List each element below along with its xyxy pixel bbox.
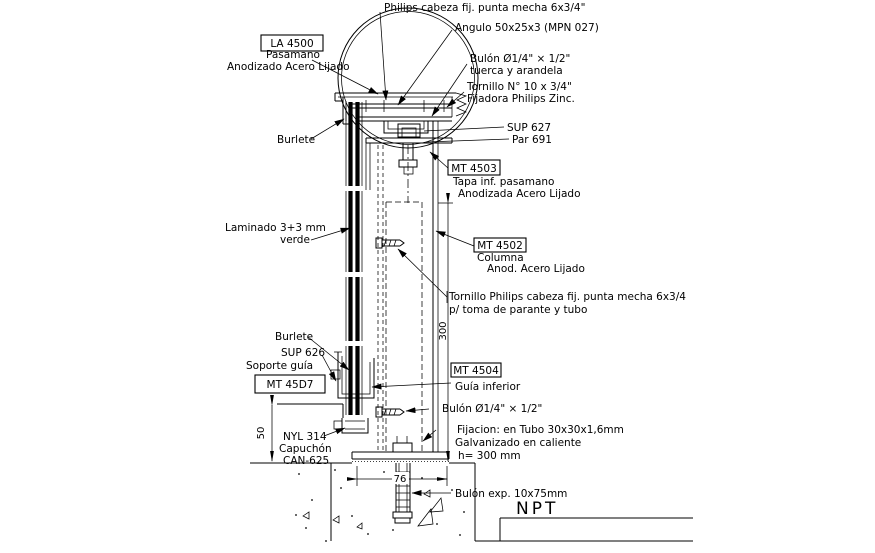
label-capuchon: Capuchón — [279, 443, 332, 455]
dim-text-300: 300 — [438, 321, 449, 341]
label-angulo: Angulo 50x25x3 (MPN 027) — [455, 22, 599, 34]
label-tornillo-mid-1: Tornillo Philips cabeza fij. punta mecha 6x3/4 — [449, 291, 686, 303]
label-fijacion-2: Galvanizado en caliente — [455, 437, 582, 449]
screw-upper — [376, 238, 404, 248]
label-pasamano-2: Anodizado Acero Lijado — [227, 61, 350, 73]
label-tapa-2: Anodizada Acero Lijado — [458, 188, 581, 200]
label-npt: NPT — [516, 499, 559, 519]
label-columna-1: Columna — [477, 252, 524, 264]
label-nyl314: NYL 314 — [283, 431, 327, 443]
screw-lower — [376, 407, 404, 417]
label-pasamano-1: Pasamano — [266, 49, 320, 61]
label-philips-top: Philips cabeza fij. punta mecha 6x3/4" — [384, 2, 586, 14]
label-tapa-1: Tapa inf. pasamano — [453, 176, 555, 188]
label-can625: CAN-625 — [283, 455, 330, 467]
label-columna-2: Anod. Acero Lijado — [487, 263, 585, 275]
label-mt45d7: MT 45D7 — [266, 379, 314, 391]
label-burlete-upper: Burlete — [277, 134, 316, 146]
label-soporte-guia: Soporte guía — [246, 360, 314, 372]
npt-floor-step — [475, 463, 693, 541]
label-laminado-1: Laminado 3+3 mm — [225, 222, 326, 234]
label-mt4502: MT 4502 — [477, 240, 523, 252]
label-bulon-exp: Bulón exp. 10x75mm — [455, 488, 568, 500]
label-burlete-lower: Burlete — [275, 331, 314, 343]
label-mt4503: MT 4503 — [451, 163, 497, 175]
glass-panel — [346, 102, 362, 415]
label-tornillo-top-1: Tornillo N° 10 x 3/4" — [467, 81, 572, 93]
dim-text-76: 76 — [393, 474, 407, 485]
label-bulon-mid: Bulón Ø1/4" × 1/2" — [442, 403, 543, 415]
concrete-texture — [295, 469, 465, 542]
base-plate — [352, 436, 449, 462]
label-la4500: LA 4500 — [270, 38, 314, 50]
label-par691: Par 691 — [512, 134, 552, 146]
label-fijacion-1: Fijacion: en Tubo 30x30x1,6mm — [457, 424, 624, 436]
label-sup626: SUP 626 — [281, 347, 326, 359]
label-mt4504: MT 4504 — [453, 365, 499, 377]
column-tube — [366, 121, 438, 452]
label-fijacion-3: h= 300 mm — [458, 450, 521, 462]
dim-text-50: 50 — [256, 426, 267, 440]
label-sup627: SUP 627 — [507, 122, 552, 134]
label-tornillo-mid-2: p/ toma de parante y tubo — [449, 304, 588, 316]
label-bulon-top-1: Bulón Ø1/4" × 1/2" — [470, 53, 571, 65]
annotations — [225, 2, 686, 519]
label-tornillo-top-2: Fijadora Philips Zinc. — [467, 93, 575, 105]
label-laminado-2: verde — [280, 234, 310, 246]
label-guia-inferior: Guía inferior — [455, 381, 521, 393]
label-bulon-top-2: tuerca y arandela — [470, 65, 563, 77]
